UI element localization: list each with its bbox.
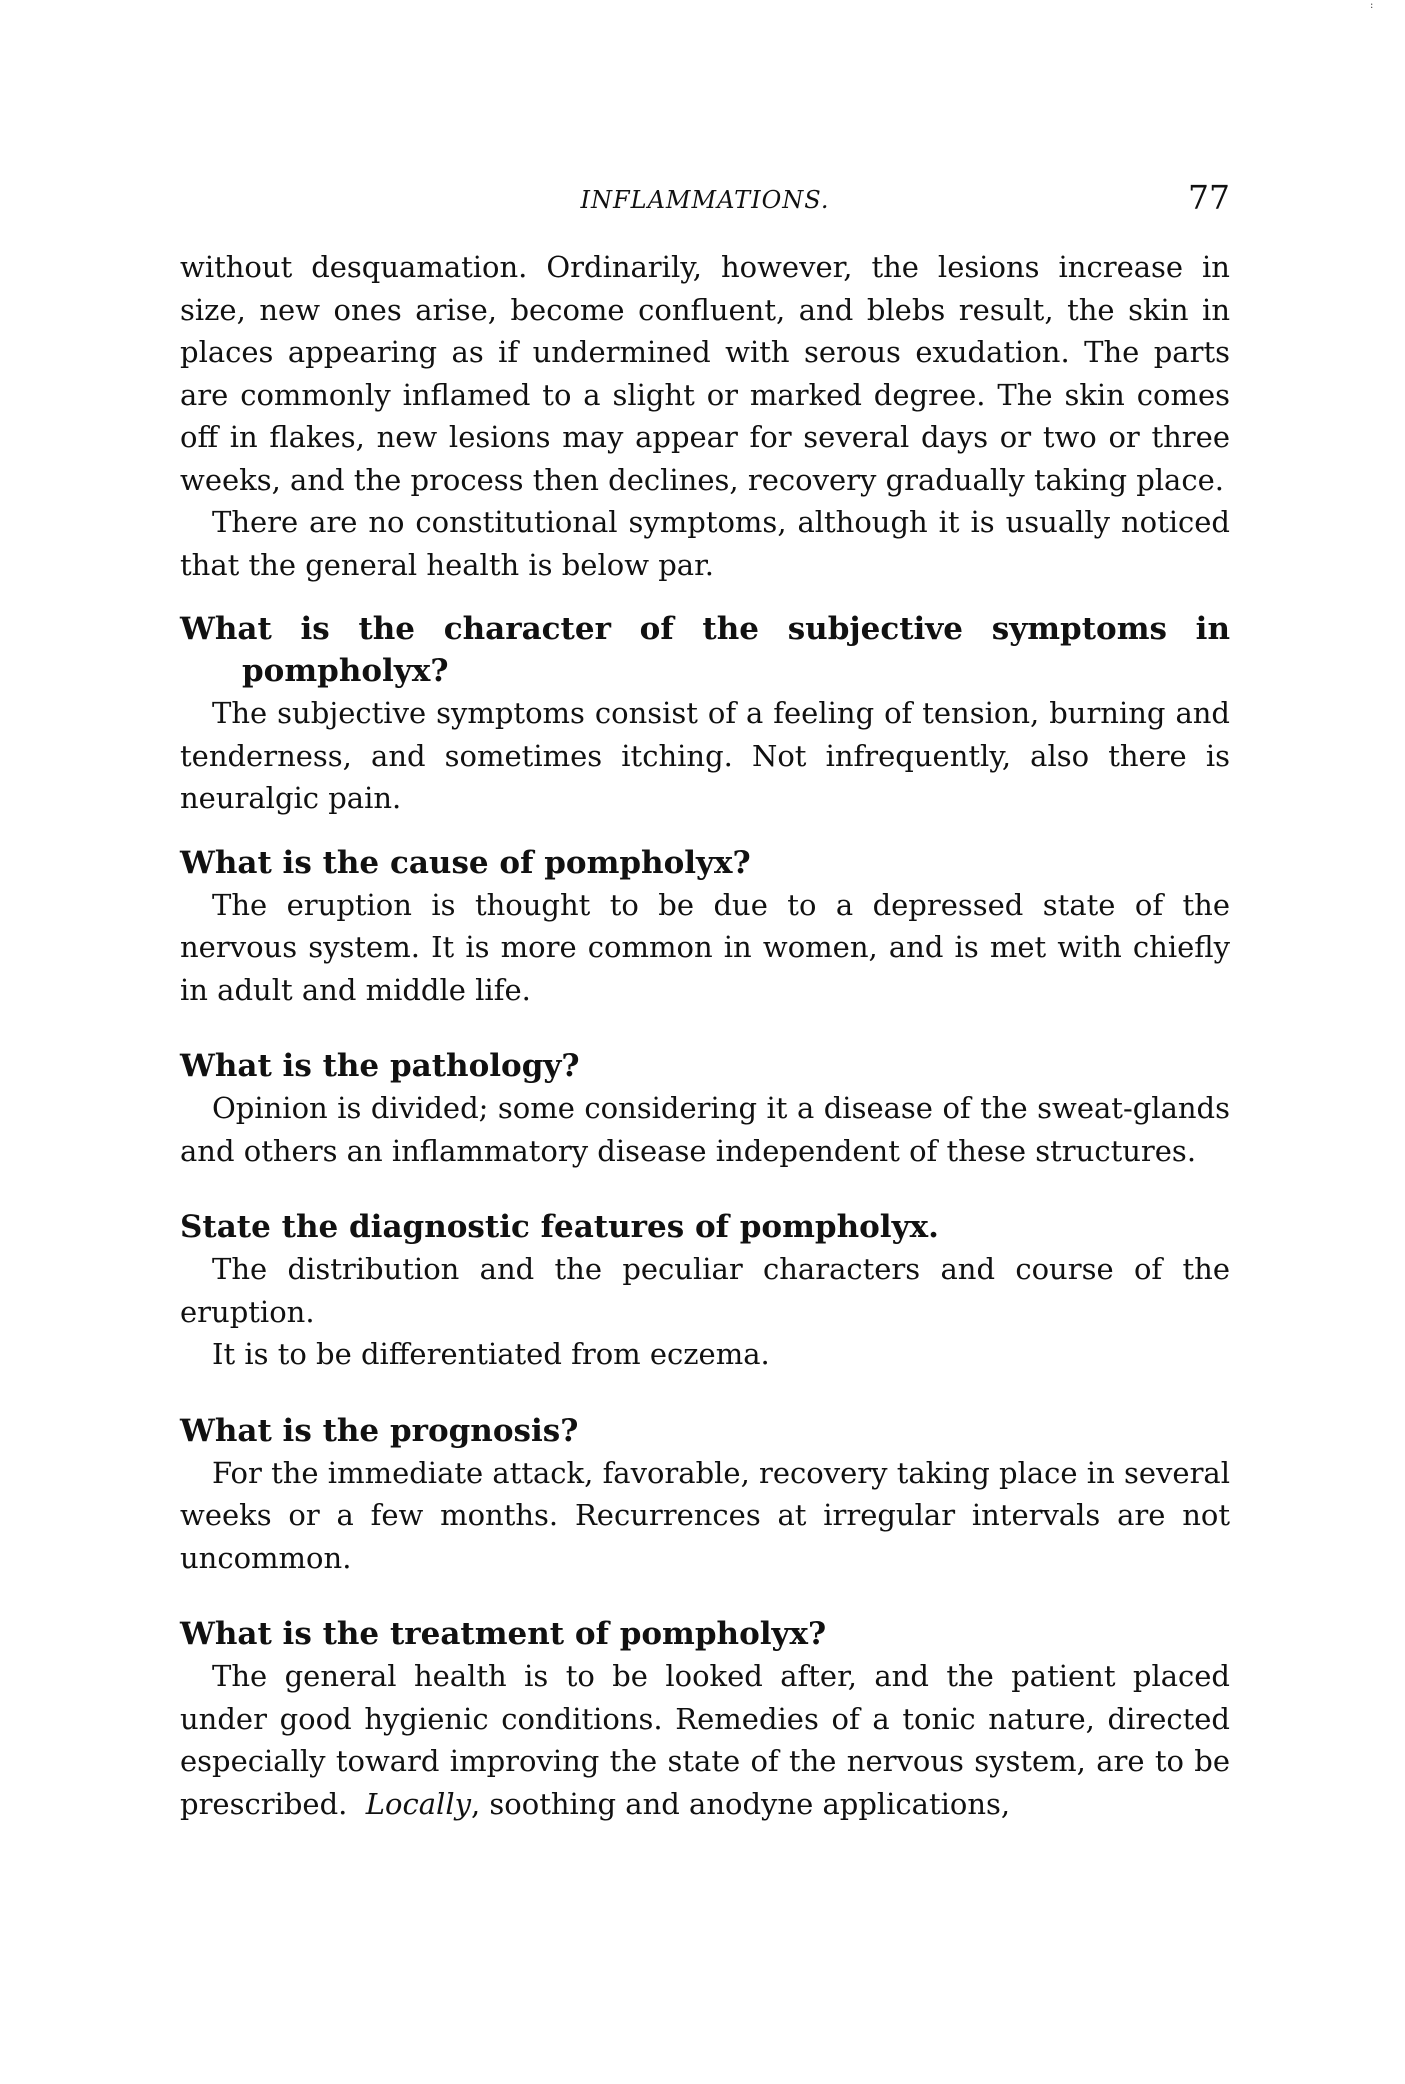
paragraph: Opinion is divided; some considering it a disease of the sweat-glands and others an inflammatory disease independent of these structures.	[180, 1091, 1230, 1168]
paragraph: without desquamation. Ordinarily, however, the lesions increase in size, new ones arise, become confluent, and blebs result, the skin in places appearing as if undermined with serous exudation. The parts are commonly inflamed to a slight or marked degree. The skin comes off in flakes, new lesions may appear for several days or two or three weeks, and the process then declines, recovery gradually taking place.	[180, 250, 1230, 497]
section-diagnosis	[180, 1206, 1230, 1376]
page-number: 77	[1188, 178, 1230, 217]
section-continuation	[180, 246, 1230, 586]
section-prognosis	[180, 1410, 1230, 1580]
running-head	[180, 178, 1230, 218]
paragraph	[180, 1655, 1230, 1825]
section-pathology	[180, 1045, 1230, 1172]
paragraph: The eruption is thought to be due to a depressed state of the nervous system. It is more common in women, and is met with chiefly in adult and middle life.	[180, 887, 1230, 1007]
paragraph-text-continued: , soothing and anodyne applications,	[470, 1786, 1011, 1821]
paragraph: For the immediate attack, favorable, recovery taking place in several weeks or a few months. Recurrences at irregular intervals are not uncommon.	[180, 1455, 1230, 1575]
paragraph-text: The general health is to be looked after, and the patient placed under good hygienic conditions. Remedies of a tonic nature, directed especially toward improving the state of the nervous system, are to be prescribed.	[180, 1659, 1230, 1821]
paragraph: It is to be differentiated from eczema.	[212, 1337, 770, 1371]
scan-artifact-mark: :	[1370, 0, 1374, 11]
paragraph: There are no constitutional symptoms, although it is usually noticed that the general health is below par.	[180, 505, 1230, 582]
question-heading: What is the cause of pompholyx?	[180, 844, 751, 881]
italic-emphasis: Locally	[365, 1786, 471, 1821]
section-subjective-symptoms	[180, 608, 1230, 820]
paragraph: The subjective symptoms consist of a feeling of tension, burning and tenderness, and sometimes itching. Not infrequently, also there is neuralgic pain.	[180, 696, 1230, 815]
question-heading: What is the treatment of pompholyx?	[180, 1616, 827, 1652]
section-treatment	[180, 1613, 1230, 1825]
page-body	[180, 246, 1230, 1825]
question-heading: What is the prognosis?	[180, 1412, 579, 1449]
question-heading: What is the character of the subjective symptoms in pompholyx?	[180, 611, 1230, 689]
running-title: INFLAMMATIONS.	[580, 186, 830, 214]
question-heading: State the diagnostic features of pompholyx.	[180, 1209, 939, 1245]
question-heading: What is the pathology?	[180, 1048, 580, 1084]
section-cause	[180, 842, 1230, 1012]
paragraph: The distribution and the peculiar characters and course of the eruption.	[180, 1252, 1230, 1329]
